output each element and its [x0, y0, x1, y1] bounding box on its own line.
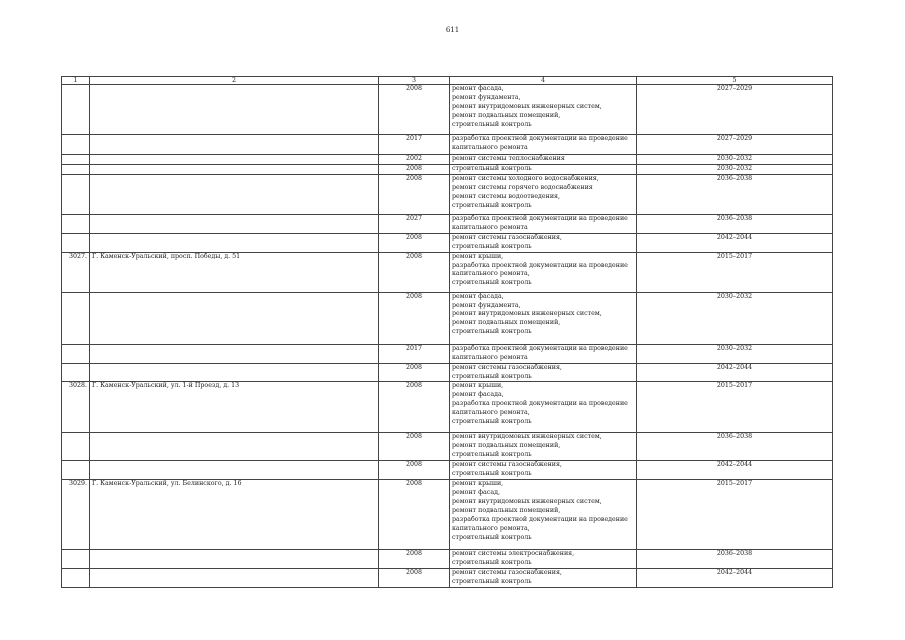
works-cell: разработка проектной документации на проведение капитального ремонта — [450, 214, 637, 233]
table-row — [62, 569, 833, 588]
year-cell: 2002 — [379, 155, 450, 165]
address-cell: Г. Каменск-Уральский, ул. 1-й Проезд, д. 13 — [90, 382, 379, 433]
header-row — [62, 77, 833, 85]
period-cell: 2042–2044 — [637, 461, 833, 480]
table-body — [62, 77, 833, 588]
period-cell: 2015–2017 — [637, 382, 833, 433]
year-cell: 2008 — [379, 382, 450, 433]
works-cell: ремонт системы газоснабжения, строительный контроль — [450, 461, 637, 480]
address-cell: Г. Каменск-Уральский, ул. Белинского, д. 16 — [90, 480, 379, 550]
works-cell: разработка проектной документации на проведение капитального ремонта — [450, 344, 637, 363]
row-number-cell — [62, 569, 90, 588]
address-cell — [90, 214, 379, 233]
works-cell: ремонт крыши, разработка проектной документации на проведение капитального ремонта, строительный контроль — [450, 252, 637, 292]
period-cell: 2030–2032 — [637, 344, 833, 363]
table-row — [62, 344, 833, 363]
year-cell: 2008 — [379, 480, 450, 550]
year-cell: 2017 — [379, 135, 450, 155]
table-row — [62, 155, 833, 165]
year-cell: 2008 — [379, 569, 450, 588]
period-cell: 2027–2029 — [637, 85, 833, 135]
works-cell: разработка проектной документации на проведение капитального ремонта — [450, 135, 637, 155]
period-cell: 2030–2032 — [637, 164, 833, 174]
page-number: 611 — [445, 26, 460, 34]
works-cell: строительный контроль — [450, 164, 637, 174]
period-cell: 2042–2044 — [637, 233, 833, 252]
row-number-cell — [62, 363, 90, 382]
row-number-cell — [62, 344, 90, 363]
row-number-cell — [62, 164, 90, 174]
works-cell: ремонт фасада, ремонт фундамента, ремонт внутридомовых инженерных систем, ремонт подвальных помещений, строительный контроль — [450, 292, 637, 344]
address-cell — [90, 569, 379, 588]
table-row — [62, 480, 833, 550]
address-cell — [90, 292, 379, 344]
works-cell: ремонт внутридомовых инженерных систем, ремонт подвальных помещений, строительный контроль — [450, 433, 637, 461]
column-header-3: 3 — [379, 77, 450, 85]
period-cell: 2042–2044 — [637, 363, 833, 382]
year-cell: 2008 — [379, 550, 450, 569]
works-cell: ремонт крыши, ремонт фасада, разработка проектной документации на проведение капитального ремонта, строительный контроль — [450, 382, 637, 433]
table-row — [62, 214, 833, 233]
row-number-cell: 3028. — [62, 382, 90, 433]
year-cell: 2008 — [379, 363, 450, 382]
address-cell — [90, 344, 379, 363]
column-header-1: 1 — [62, 77, 90, 85]
address-cell: Г. Каменск-Уральский, просп. Победы, д. 51 — [90, 252, 379, 292]
row-number-cell — [62, 292, 90, 344]
period-cell: 2030–2032 — [637, 292, 833, 344]
year-cell: 2027 — [379, 214, 450, 233]
works-cell: ремонт системы теплоснабжения — [450, 155, 637, 165]
table-row — [62, 363, 833, 382]
address-cell — [90, 433, 379, 461]
year-cell: 2008 — [379, 174, 450, 214]
address-cell — [90, 363, 379, 382]
period-cell: 2036–2038 — [637, 174, 833, 214]
address-cell — [90, 164, 379, 174]
address-cell — [90, 461, 379, 480]
period-cell: 2015–2017 — [637, 252, 833, 292]
year-cell: 2008 — [379, 292, 450, 344]
address-cell — [90, 155, 379, 165]
row-number-cell — [62, 433, 90, 461]
repair-schedule-table — [61, 76, 833, 588]
works-cell: ремонт системы газоснабжения, строительный контроль — [450, 233, 637, 252]
address-cell — [90, 135, 379, 155]
works-cell: ремонт крыши, ремонт фасад, ремонт внутридомовых инженерных систем, ремонт подвальных помещений, разработка проектной документации на проведение капитального ремонта, строительный контроль — [450, 480, 637, 550]
year-cell: 2017 — [379, 344, 450, 363]
table-row — [62, 382, 833, 433]
table-row — [62, 252, 833, 292]
year-cell: 2008 — [379, 461, 450, 480]
works-cell: ремонт системы газоснабжения, строительный контроль — [450, 363, 637, 382]
column-header-2: 2 — [90, 77, 379, 85]
table-row — [62, 85, 833, 135]
table-row — [62, 461, 833, 480]
row-number-cell — [62, 174, 90, 214]
row-number-cell — [62, 214, 90, 233]
year-cell: 2008 — [379, 85, 450, 135]
table-row — [62, 164, 833, 174]
column-header-5: 5 — [637, 77, 833, 85]
works-cell: ремонт системы электроснабжения, строительный контроль — [450, 550, 637, 569]
period-cell: 2015–2017 — [637, 480, 833, 550]
row-number-cell — [62, 233, 90, 252]
row-number-cell — [62, 550, 90, 569]
row-number-cell: 3027. — [62, 252, 90, 292]
period-cell: 2036–2038 — [637, 550, 833, 569]
year-cell: 2008 — [379, 164, 450, 174]
period-cell: 2036–2038 — [637, 433, 833, 461]
column-header-4: 4 — [450, 77, 637, 85]
address-cell — [90, 174, 379, 214]
year-cell: 2008 — [379, 252, 450, 292]
table-row — [62, 135, 833, 155]
table-row — [62, 433, 833, 461]
row-number-cell — [62, 461, 90, 480]
period-cell: 2027–2029 — [637, 135, 833, 155]
works-cell: ремонт системы газоснабжения, строительный контроль — [450, 569, 637, 588]
period-cell: 2030–2032 — [637, 155, 833, 165]
row-number-cell: 3029. — [62, 480, 90, 550]
period-cell: 2036–2038 — [637, 214, 833, 233]
period-cell: 2042–2044 — [637, 569, 833, 588]
address-cell — [90, 233, 379, 252]
row-number-cell — [62, 85, 90, 135]
row-number-cell — [62, 135, 90, 155]
row-number-cell — [62, 155, 90, 165]
year-cell: 2008 — [379, 433, 450, 461]
table-row — [62, 550, 833, 569]
works-cell: ремонт системы холодного водоснабжения, ремонт системы горячего водоснабжения ремонт системы водоотведения, строительный контроль — [450, 174, 637, 214]
table-row — [62, 292, 833, 344]
address-cell — [90, 550, 379, 569]
year-cell: 2008 — [379, 233, 450, 252]
address-cell — [90, 85, 379, 135]
works-cell: ремонт фасада, ремонт фундамента, ремонт внутридомовых инженерных систем, ремонт подвальных помещений, строительный контроль — [450, 85, 637, 135]
table-row — [62, 174, 833, 214]
table-row — [62, 233, 833, 252]
